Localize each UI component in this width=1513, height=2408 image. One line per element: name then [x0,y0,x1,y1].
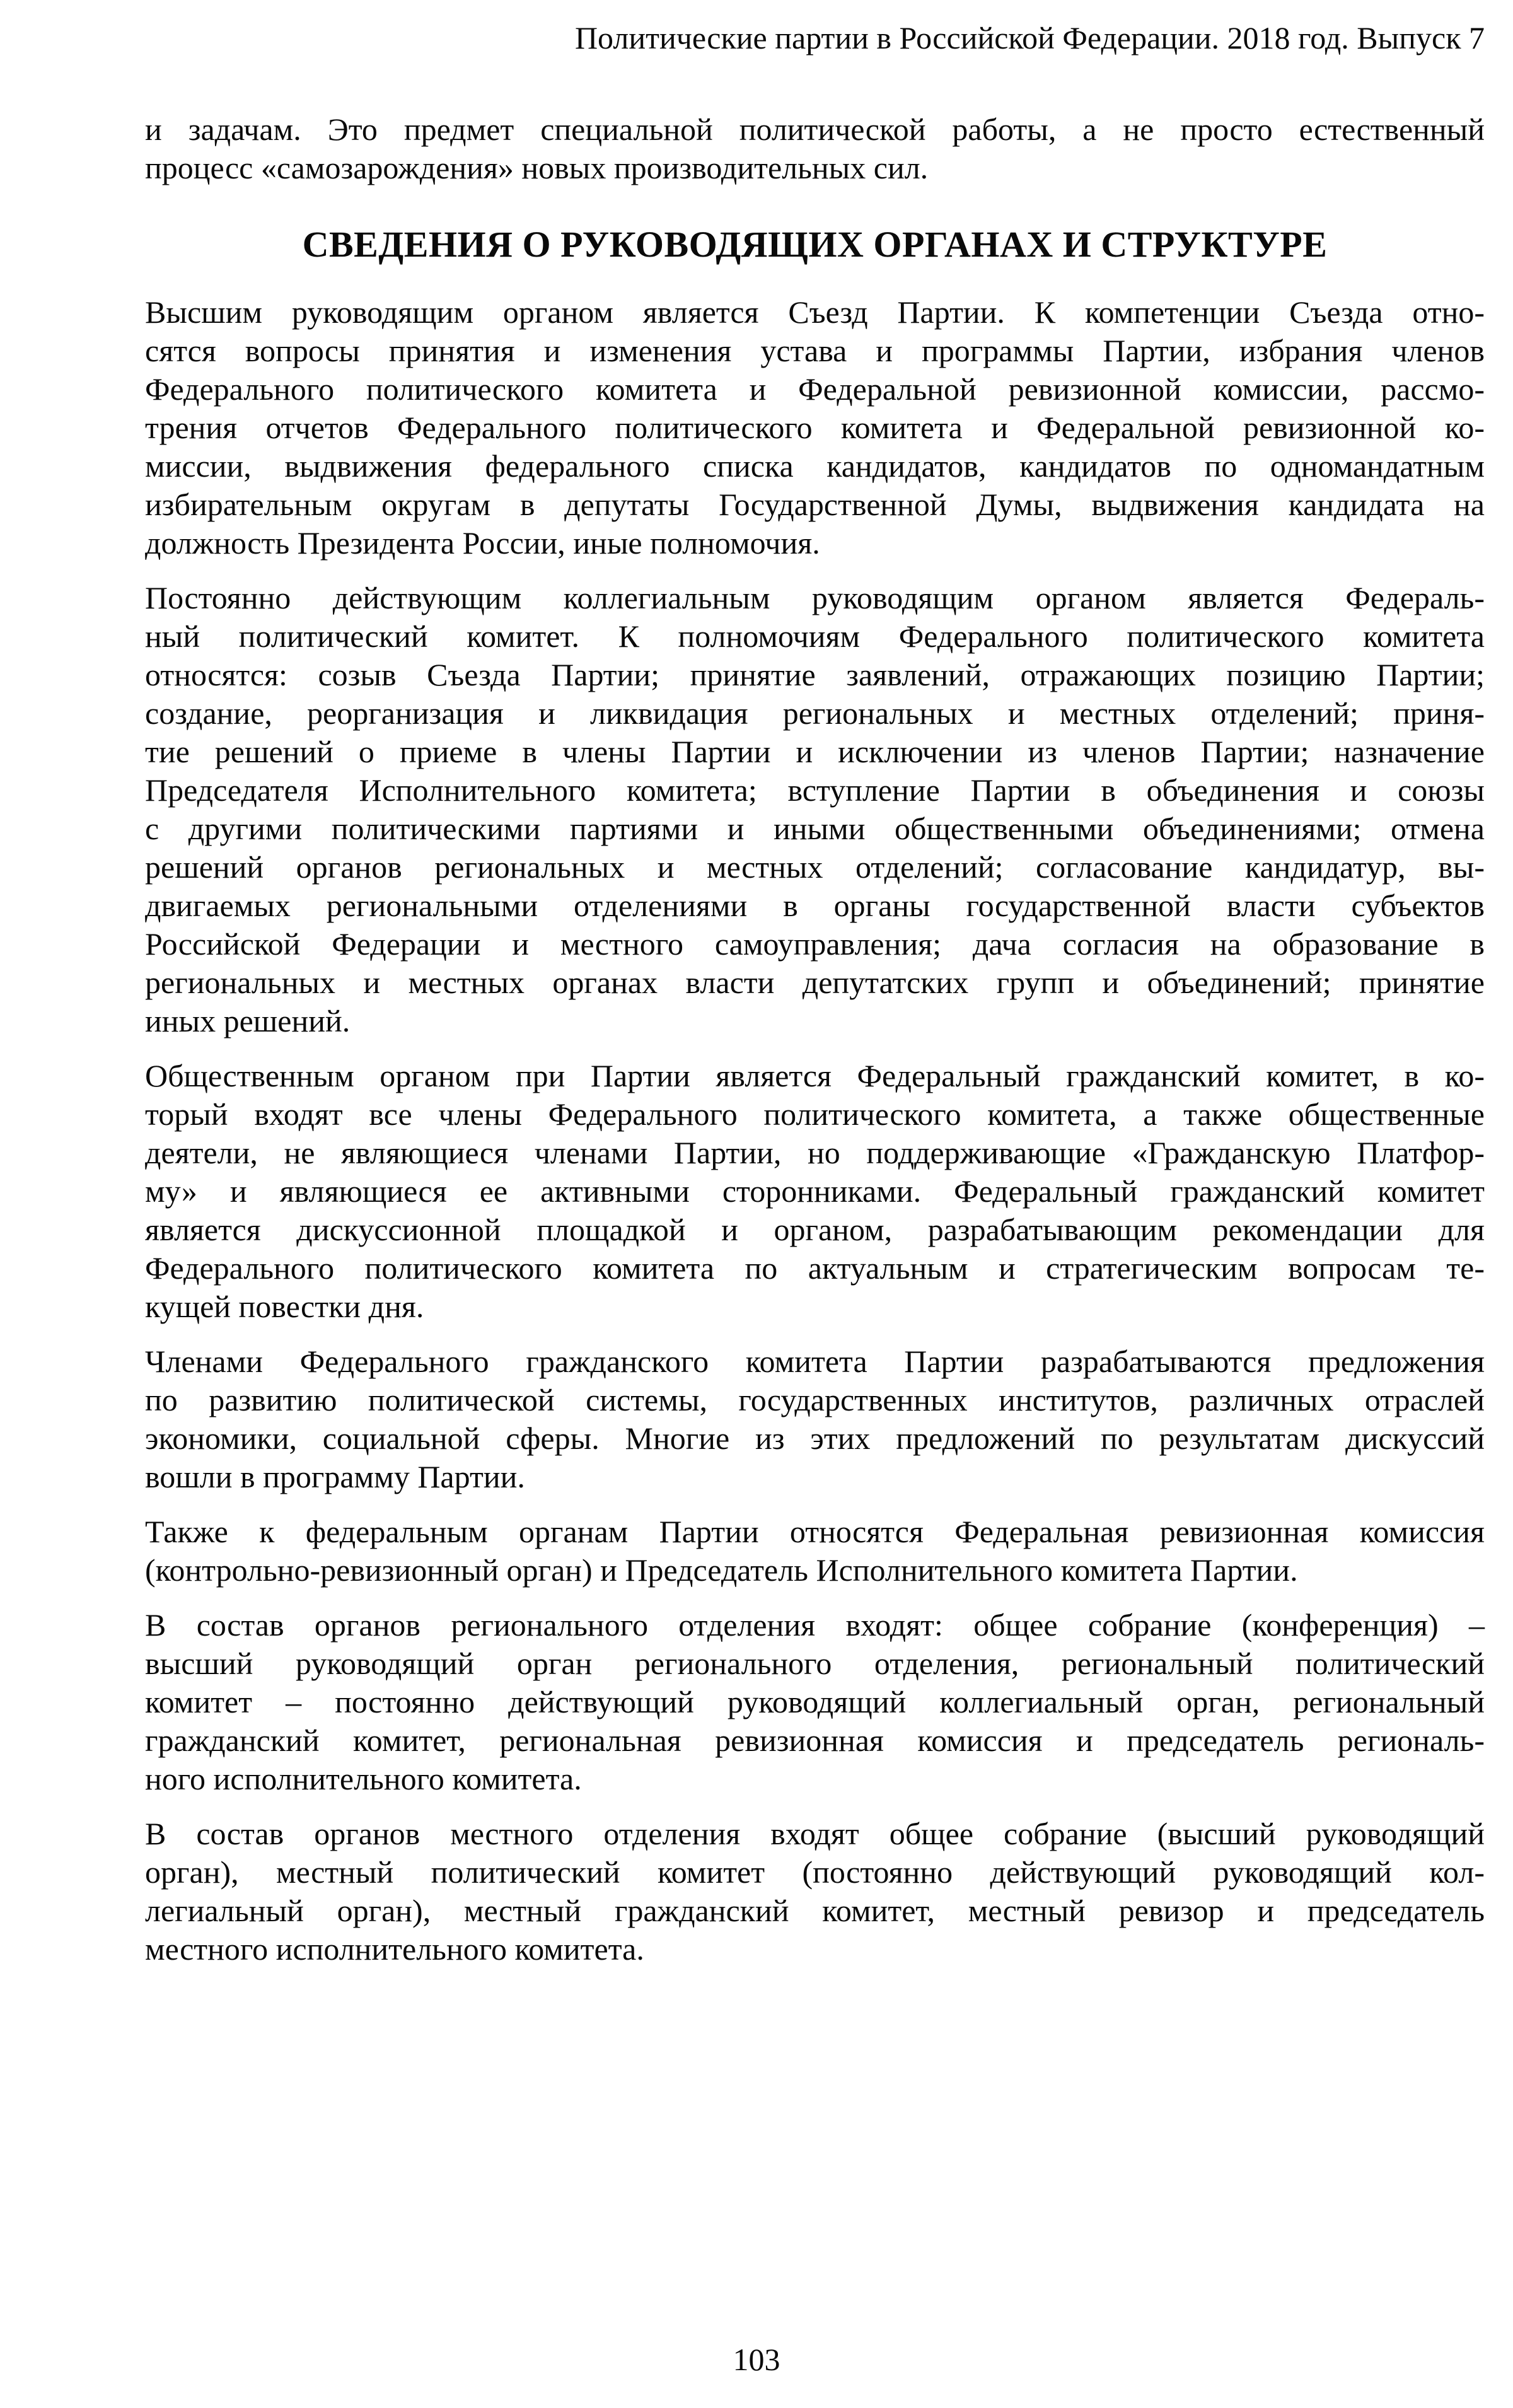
paragraph [145,293,1485,562]
paragraph [145,1057,1485,1326]
text-line: вошли в программу Партии. [145,1459,525,1494]
text-line: Членами Федерального гражданского комитета Партии разрабатываются предложения [145,1344,1485,1379]
text-line: тие решений о приеме в члены Партии и исключении из членов Партии; назначение [145,734,1485,769]
text-line: должность Президента России, иные полномочия. [145,525,820,561]
text-line: сятся вопросы принятия и изменения устава и программы Партии, избрания членов [145,333,1485,368]
paragraph [145,1513,1485,1590]
text-line: двигаемых региональными отделениями в органы государственной власти субъектов [145,888,1485,923]
text-line: В состав органов местного отделения входят общее собрание (высший руководящий [145,1816,1485,1851]
text-line: процесс «самозарождения» новых производительных сил. [145,150,929,185]
text-line: региональных и местных органах власти депутатских групп и объединений; принятие [145,965,1485,1000]
text-line: с другими политическими партиями и иными общественными объединениями; отмена [145,811,1485,846]
text-line: Федерального политического комитета по актуальным и стратегическим вопросам те- [145,1250,1485,1286]
page-number: 103 [733,2342,780,2377]
text-line: деятели, не являющиеся членами Партии, но поддерживающие «Гражданскую Платфор- [145,1135,1485,1170]
text-line: высший руководящий орган регионального отделения, региональный политический [145,1646,1485,1681]
text-line: избирательным округам в депутаты Государственной Думы, выдвижения кандидата на [145,487,1485,522]
text-line: орган), местный политический комитет (постоянно действующий руководящий кол- [145,1854,1485,1890]
text-line: кущей повестки дня. [145,1289,424,1324]
text-line: трения отчетов Федерального политического комитета и Федеральной ревизионной ко- [145,410,1485,445]
paragraph [145,1342,1485,1496]
text-line: (контрольно-ревизионный орган) и Председатель Исполнительного комитета Партии. [145,1552,1298,1588]
text-line: Федерального политического комитета и Федеральной ревизионной комиссии, рассмо- [145,371,1485,407]
text-line: Высшим руководящим органом является Съезд Партии. К компетенции Съезда отно- [145,294,1485,330]
text-line: Председателя Исполнительного комитета; вступление Партии в объединения и союзы [145,772,1485,808]
text-line: экономики, социальной сферы. Многие из этих предложений по результатам дискуссий [145,1421,1485,1456]
text-line: создание, реорганизация и ликвидация региональных и местных отделений; приня- [145,695,1485,731]
paragraph [145,579,1485,1040]
text-line: является дискуссионной площадкой и органом, разрабатывающим рекомендации для [145,1212,1485,1247]
running-header: Политические партии в Российской Федерации. 2018 год. Выпуск 7 [574,20,1485,55]
text-line: гражданский комитет, региональная ревизионная комиссия и председатель региональ- [145,1723,1485,1758]
text-line: торый входят все члены Федерального политического комитета, а также общественные [145,1096,1485,1132]
text-line: му» и являющиеся ее активными сторонниками. Федеральный гражданский комитет [145,1173,1485,1209]
text-line: относятся: созыв Съезда Партии; принятие заявлений, отражающих позицию Партии; [145,657,1485,692]
text-line: и задачам. Это предмет специальной политической работы, а не просто естественный [145,112,1485,147]
text-line: легиальный орган), местный гражданский комитет, местный ревизор и председатель [145,1893,1485,1928]
text-line: ного исполнительного комитета. [145,1761,582,1796]
text-line: Также к федеральным органам Партии относятся Федеральная ревизионная комиссия [145,1514,1485,1549]
text-line: по развитию политической системы, государственных институтов, различных отраслей [145,1382,1485,1417]
paragraph [145,110,1485,187]
text-line: иных решений. [145,1003,351,1038]
text-line: ный политический комитет. К полномочиям Федерального политического комитета [145,619,1485,654]
paragraph [145,1606,1485,1798]
text-line: решений органов региональных и местных отделений; согласование кандидатур, вы- [145,849,1485,885]
section-heading: СВЕДЕНИЯ О РУКОВОДЯЩИХ ОРГАНАХ И СТРУКТУРЕ [302,224,1328,265]
text-line: комитет – постоянно действующий руководящий коллегиальный орган, региональный [145,1684,1485,1719]
text-line: Постоянно действующим коллегиальным руководящим органом является Федераль- [145,580,1485,615]
paragraph [145,1815,1485,1969]
content-blocks [145,110,1485,1969]
text-line: В состав органов регионального отделения входят: общее собрание (конференция) – [145,1607,1485,1643]
text-line: Общественным органом при Партии является Федеральный гражданский комитет, в ко- [145,1058,1485,1093]
text-line: миссии, выдвижения федерального списка кандидатов, кандидатов по одномандатным [145,448,1485,484]
text-line: Российской Федерации и местного самоуправления; дача согласия на образование в [145,926,1485,962]
text-line: местного исполнительного комитета. [145,1931,644,1967]
page-content [145,19,1485,1985]
